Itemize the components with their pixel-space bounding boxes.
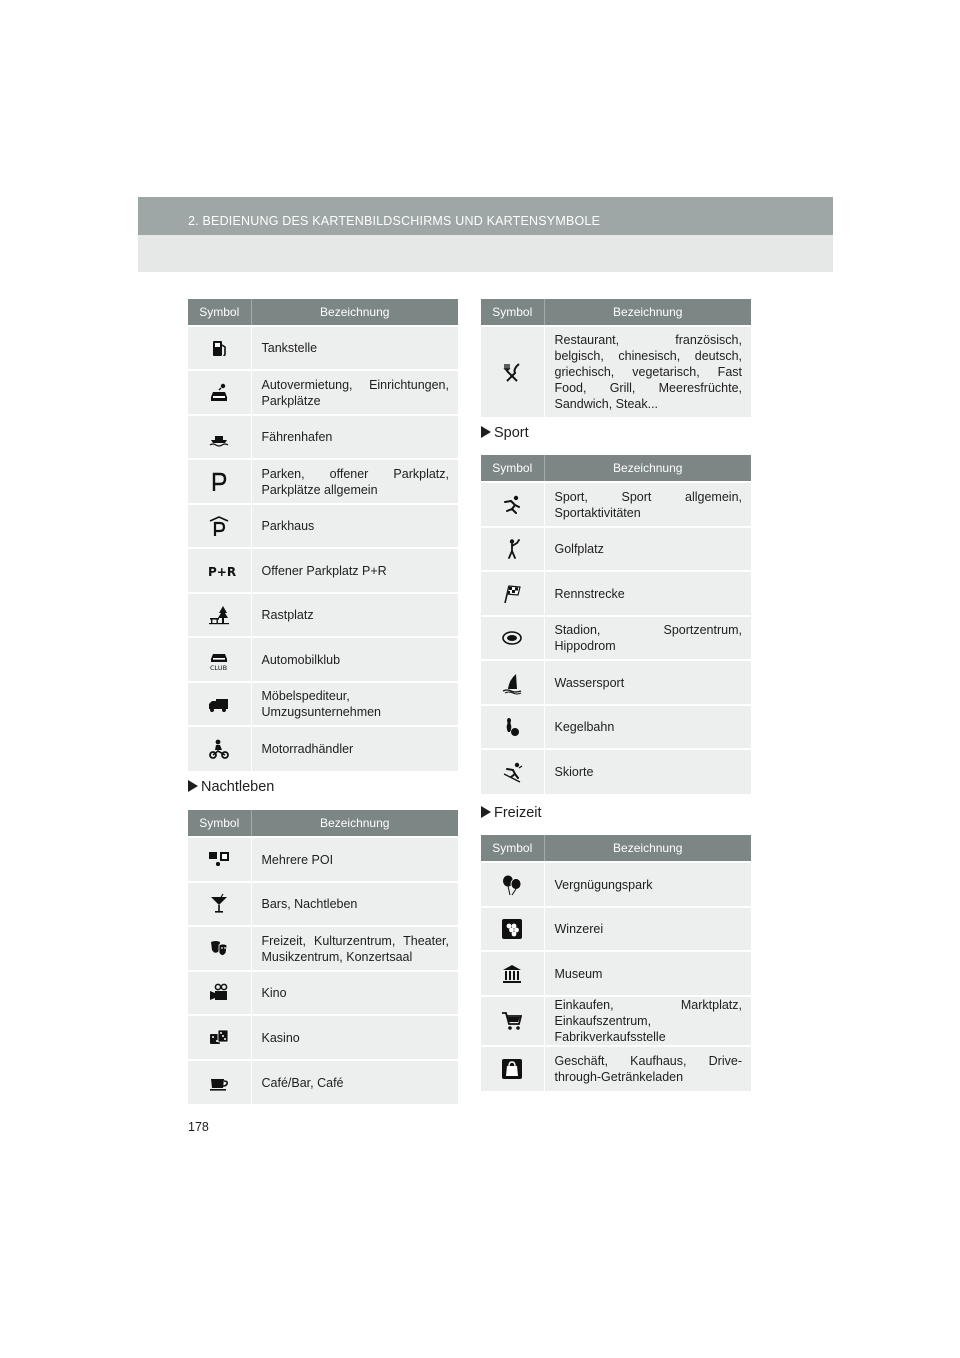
coffee-cup-icon: [208, 1072, 230, 1094]
section-heading-sport: Sport: [481, 425, 529, 441]
row-name: Offener Parkplatz P+R: [251, 548, 458, 593]
fork-knife-icon: [501, 361, 523, 383]
row-name: Motorradhändler: [251, 726, 458, 771]
symbol-table-nachtleben: [188, 810, 458, 1104]
car-club-icon: [208, 649, 230, 671]
row-name: Geschäft, Kaufhaus, Drive-through-Getränkeladen: [544, 1046, 751, 1091]
fuel-pump-icon: [208, 337, 230, 359]
rest-area-icon: [208, 604, 230, 626]
table-row: [481, 660, 751, 705]
table-row: [188, 1060, 458, 1104]
row-name: Kegelbahn: [544, 705, 751, 749]
row-name: Einkaufen, Marktplatz, Einkaufszentrum, Fabrikverkaufsstelle: [544, 996, 751, 1046]
table-row: [481, 951, 751, 996]
column-header-name: Bezeichnung: [544, 835, 751, 862]
table-row: [188, 637, 458, 682]
svg-text:P+R: P+R: [208, 564, 237, 579]
table-row: [188, 548, 458, 593]
windsurf-icon: [501, 672, 523, 694]
table-row: [188, 837, 458, 882]
golfer-icon: [501, 538, 523, 560]
row-name: Mehrere POI: [251, 837, 458, 882]
page-number: 178: [188, 1120, 209, 1134]
moving-truck-icon: [208, 693, 230, 715]
running-person-icon: [501, 494, 523, 516]
table-restaurant-wrapper: [481, 299, 751, 417]
table-row: [481, 326, 751, 417]
row-name: Sport, Sport allgemein, Sportaktivitäten: [544, 482, 751, 527]
stadium-icon: [501, 627, 523, 649]
symbol-table-freizeit: [481, 835, 751, 1091]
movie-camera-icon: [208, 982, 230, 1004]
parking-garage-icon: [208, 515, 230, 537]
section-heading-freizeit: Freizeit: [481, 805, 542, 821]
column-header-symbol: Symbol: [481, 455, 544, 482]
table-sport-wrapper: [481, 455, 751, 794]
table-row: [481, 862, 751, 907]
dice-icon: [208, 1027, 230, 1049]
balloons-icon: [501, 874, 523, 896]
row-name: Golfplatz: [544, 527, 751, 571]
column-header-name: Bezeichnung: [251, 299, 458, 326]
row-name: Rastplatz: [251, 593, 458, 637]
theater-masks-icon: [208, 938, 230, 960]
row-name: Skiorte: [544, 749, 751, 794]
table-nachtleben-wrapper: [188, 810, 458, 1104]
row-name: Restaurant, französisch, belgisch, chinesisch, deutsch, griechisch, vegetarisch, Fast Food, Grill, Meeresfrüchte, Sandwich, Steak...: [544, 326, 751, 417]
table-row: [481, 1046, 751, 1091]
table-row: [481, 907, 751, 951]
multiple-poi-icon: [208, 849, 230, 871]
table-row: [481, 616, 751, 660]
table-row: [188, 682, 458, 726]
grapes-icon: [501, 918, 523, 940]
table-row: [481, 482, 751, 527]
ferry-icon: [208, 426, 230, 448]
symbol-table-sport: [481, 455, 751, 794]
header-band: [138, 197, 833, 235]
table-row: [188, 726, 458, 771]
table-row: [188, 459, 458, 504]
row-name: Café/Bar, Café: [251, 1060, 458, 1104]
column-header-symbol: Symbol: [481, 835, 544, 862]
table-row: [481, 527, 751, 571]
table-row: [188, 926, 458, 971]
column-header-symbol: Symbol: [188, 810, 251, 837]
museum-icon: [501, 963, 523, 985]
bowling-icon: [501, 716, 523, 738]
cocktail-icon: [208, 893, 230, 915]
symbol-table-auto: [188, 299, 458, 771]
column-header-name: Bezeichnung: [251, 810, 458, 837]
table-row: [481, 749, 751, 794]
row-name: Autovermietung, Einrichtungen, Parkplätze: [251, 370, 458, 415]
column-header-symbol: Symbol: [481, 299, 544, 326]
table-row: [481, 996, 751, 1046]
table-row: [188, 504, 458, 548]
motorcycle-icon: [208, 738, 230, 760]
row-name: Freizeit, Kulturzentrum, Theater, Musikzentrum, Konzertsaal: [251, 926, 458, 971]
table-freizeit-wrapper: [481, 835, 751, 1091]
checkered-flag-icon: [501, 583, 523, 605]
row-name: Kino: [251, 971, 458, 1015]
row-name: Parkhaus: [251, 504, 458, 548]
table-row: [188, 326, 458, 370]
triangle-arrow-icon: [188, 780, 198, 792]
row-name: Parken, offener Parkplatz, Parkplätze allgemein: [251, 459, 458, 504]
row-name: Möbelspediteur, Umzugsunternehmen: [251, 682, 458, 726]
row-name: Rennstrecke: [544, 571, 751, 616]
header-subband: [138, 235, 833, 272]
row-name: Stadion, Sportzentrum, Hippodrom: [544, 616, 751, 660]
table-row: [188, 370, 458, 415]
row-name: Vergnügungspark: [544, 862, 751, 907]
table-row: [481, 705, 751, 749]
triangle-arrow-icon: [481, 426, 491, 438]
column-header-name: Bezeichnung: [544, 455, 751, 482]
symbol-table-restaurant: [481, 299, 751, 417]
table-row: [188, 971, 458, 1015]
row-name: Automobilklub: [251, 637, 458, 682]
car-rental-icon: [208, 382, 230, 404]
park-and-ride-icon: [208, 560, 237, 582]
row-name: Kasino: [251, 1015, 458, 1060]
row-name: Tankstelle: [251, 326, 458, 370]
row-name: Fährenhafen: [251, 415, 458, 459]
section-heading-nachtleben: Nachtleben: [188, 779, 274, 795]
table-row: [188, 415, 458, 459]
svg-text:CLUB: CLUB: [210, 663, 228, 672]
triangle-arrow-icon: [481, 806, 491, 818]
table-auto-wrapper: [188, 299, 458, 771]
row-name: Museum: [544, 951, 751, 996]
column-header-name: Bezeichnung: [544, 299, 751, 326]
table-row: [481, 571, 751, 616]
row-name: Wassersport: [544, 660, 751, 705]
row-name: Bars, Nachtleben: [251, 882, 458, 926]
table-row: [188, 593, 458, 637]
skier-icon: [501, 761, 523, 783]
table-row: [188, 1015, 458, 1060]
chapter-title: 2. BEDIENUNG DES KARTENBILDSCHIRMS UND KARTENSYMBOLE: [188, 214, 601, 228]
shopping-bag-icon: [501, 1058, 523, 1080]
column-header-symbol: Symbol: [188, 299, 251, 326]
table-row: [188, 882, 458, 926]
shopping-cart-icon: [501, 1010, 523, 1032]
parking-icon: [208, 471, 230, 493]
row-name: Winzerei: [544, 907, 751, 951]
